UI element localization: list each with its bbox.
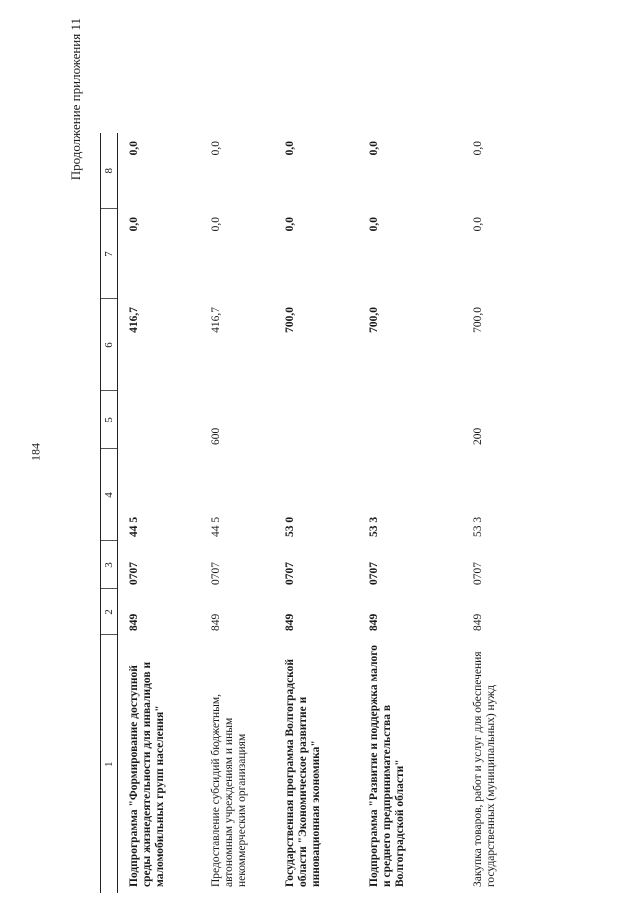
appendix-caption: Продолжение приложения 11 — [68, 18, 83, 181]
cell-expense-type: 600 — [210, 427, 222, 445]
cell-expense-type — [274, 391, 358, 449]
cell-program-code: 44 5 — [128, 516, 140, 537]
row-name: Подпрограмма "Развитие и поддержка малого и среднего предпринимательства в Волгоградской области" — [368, 645, 406, 887]
budget-table — [100, 133, 538, 893]
cell-ministry-code: 849 — [128, 613, 140, 631]
row-name: Подпрограмма "Формирование доступной среды жизнедеятельности для инвалидов и маломобильных групп населения" — [128, 661, 166, 887]
table-row — [462, 133, 538, 893]
cell-section-code: 0707 — [210, 562, 222, 585]
cell-amount-6: 700,0 — [368, 307, 380, 333]
cell-amount-7: 0,0 — [128, 217, 140, 232]
cell-amount-6: 416,7 — [128, 307, 140, 333]
column-header-1: 1 — [101, 635, 118, 893]
cell-section-code: 0707 — [128, 562, 140, 585]
table-row — [274, 133, 358, 893]
cell-amount-8: 0,0 — [210, 141, 222, 156]
cell-section-code: 0707 — [284, 562, 296, 585]
page-number: 184 — [28, 443, 43, 461]
cell-program-code: 53 3 — [368, 516, 380, 537]
cell-amount-7: 0,0 — [472, 217, 484, 232]
cell-amount-8: 0,0 — [368, 141, 380, 156]
row-name: Государственная программа Волгоградской области "Экономическое развитие и инновационная экономика" — [284, 658, 322, 887]
cell-amount-7: 0,0 — [210, 217, 222, 232]
column-header-5: 5 — [101, 391, 118, 449]
cell-ministry-code: 849 — [210, 613, 222, 631]
cell-amount-7: 0,0 — [284, 217, 296, 232]
column-header-2: 2 — [101, 589, 118, 635]
column-header-7: 7 — [101, 209, 118, 299]
cell-amount-7: 0,0 — [368, 217, 380, 232]
cell-ministry-code: 849 — [472, 613, 484, 631]
cell-amount-8: 0,0 — [284, 141, 296, 156]
column-header-4: 4 — [101, 449, 118, 541]
column-header-8: 8 — [101, 133, 118, 209]
table-header-row — [101, 133, 118, 893]
cell-expense-type — [118, 391, 201, 449]
table-row — [118, 133, 201, 893]
cell-amount-6: 700,0 — [472, 307, 484, 333]
table-row — [358, 133, 462, 893]
cell-section-code: 0707 — [368, 562, 380, 585]
cell-expense-type — [358, 391, 462, 449]
cell-program-code: 44 5 — [210, 516, 222, 537]
column-header-6: 6 — [101, 299, 118, 391]
cell-amount-8: 0,0 — [128, 141, 140, 156]
cell-ministry-code: 849 — [368, 613, 380, 631]
row-name: Предоставление субсидий бюджетным, автономным учреждениям и иным некоммерческим организациям — [210, 693, 248, 887]
cell-amount-6: 416,7 — [210, 307, 222, 333]
cell-program-code: 53 3 — [472, 516, 484, 537]
cell-section-code: 0707 — [472, 562, 484, 585]
table-row — [200, 133, 274, 893]
cell-program-code: 53 0 — [284, 516, 296, 537]
column-header-3: 3 — [101, 541, 118, 589]
cell-amount-6: 700,0 — [284, 307, 296, 333]
cell-amount-8: 0,0 — [472, 141, 484, 156]
cell-expense-type: 200 — [472, 427, 484, 445]
row-name: Закупка товаров, работ и услуг для обеспечения государственных (муниципальных) нужд — [472, 651, 497, 887]
cell-ministry-code: 849 — [284, 613, 296, 631]
